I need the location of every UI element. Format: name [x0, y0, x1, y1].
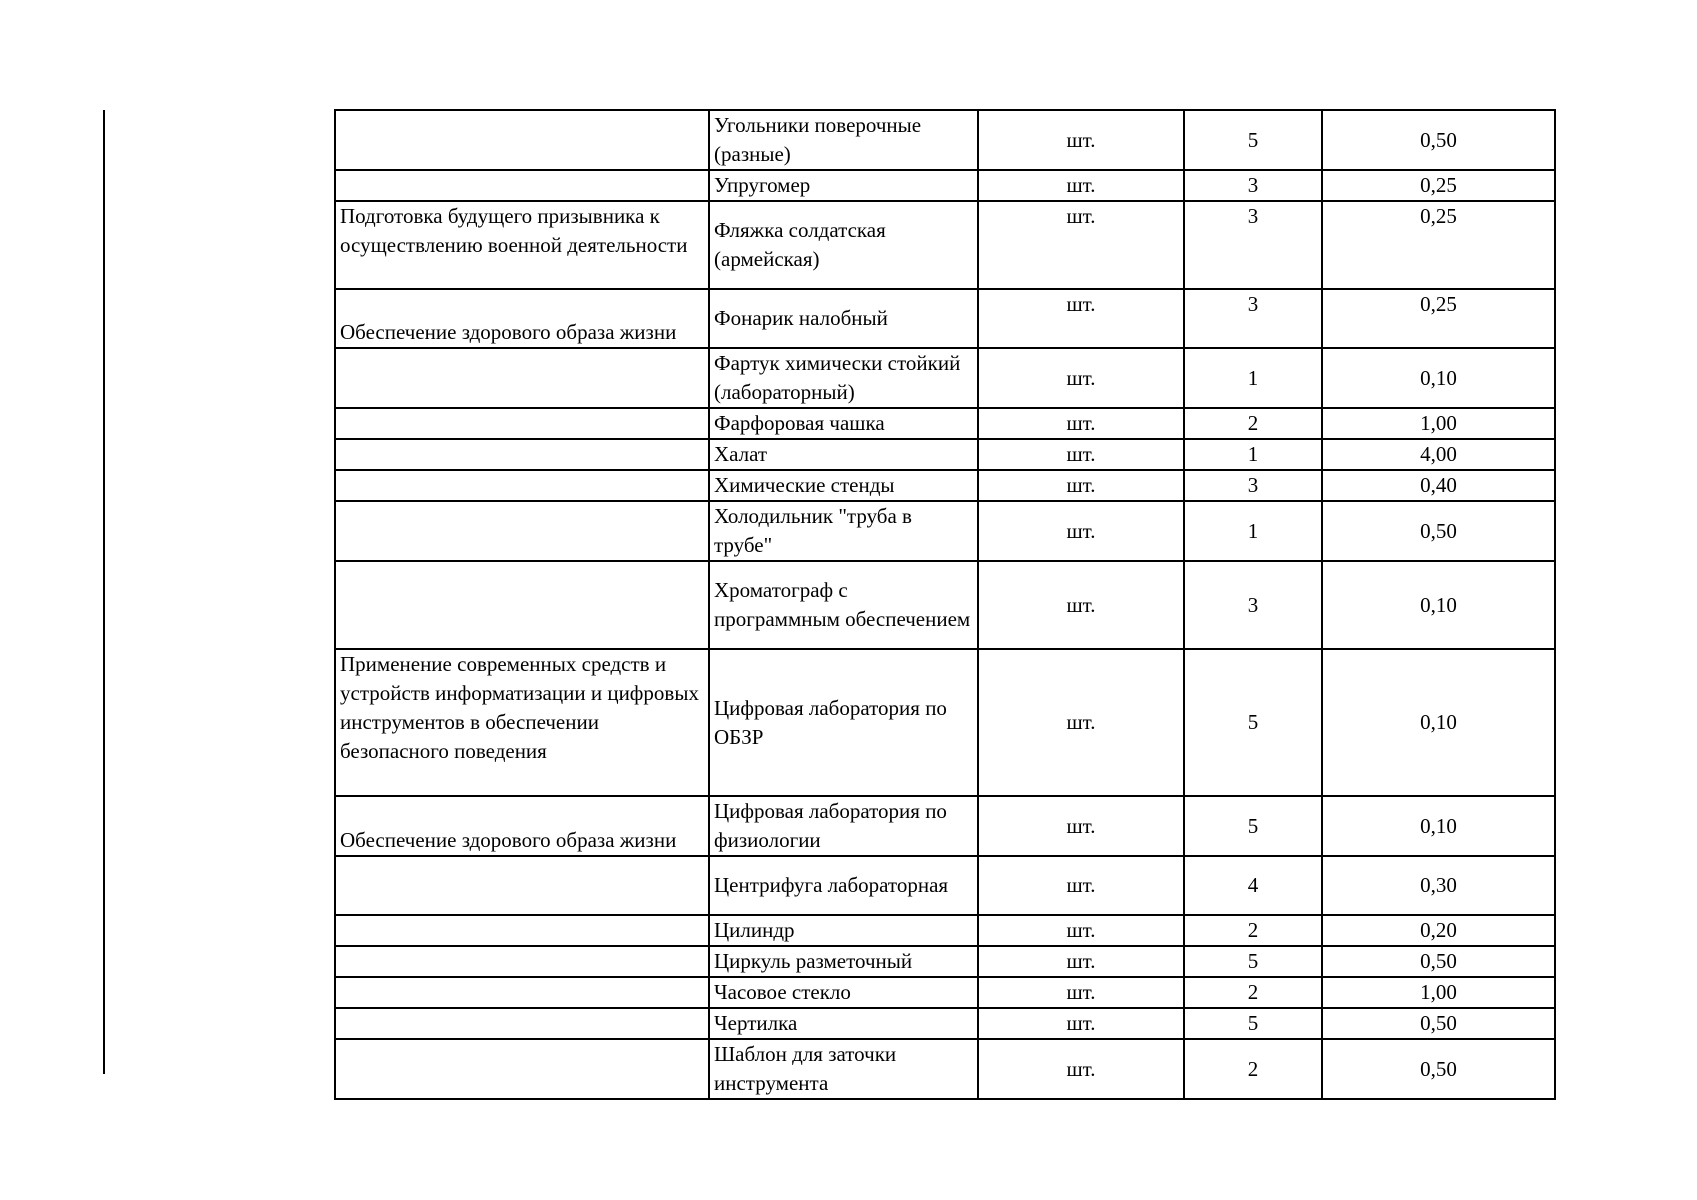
norm-cell: 0,10	[1322, 561, 1555, 649]
item-cell: Фартук химически стойкий (лабораторный)	[709, 348, 978, 408]
item-cell: Холодильник "труба в трубе"	[709, 501, 978, 561]
quantity-cell: 5	[1184, 946, 1322, 977]
table-row	[335, 561, 1555, 649]
area-cell: Применение современных средств и устройств информатизации и цифровых инструментов в обеспечении безопасного поведения	[335, 649, 709, 796]
quantity-cell: 2	[1184, 1039, 1322, 1099]
norm-cell: 0,50	[1322, 1039, 1555, 1099]
unit-cell: шт.	[978, 856, 1184, 915]
unit-cell: шт.	[978, 170, 1184, 201]
quantity-cell: 2	[1184, 977, 1322, 1008]
unit-cell: шт.	[978, 201, 1184, 289]
unit-cell: шт.	[978, 1008, 1184, 1039]
unit-cell: шт.	[978, 470, 1184, 501]
quantity-cell: 3	[1184, 170, 1322, 201]
area-cell	[335, 470, 709, 501]
norm-cell: 0,25	[1322, 170, 1555, 201]
item-cell: Цифровая лаборатория по ОБЗР	[709, 649, 978, 796]
area-cell	[335, 1008, 709, 1039]
table-row	[335, 915, 1555, 946]
norm-cell: 0,25	[1322, 201, 1555, 289]
area-cell: Обеспечение здорового образа жизни	[335, 289, 709, 348]
table-row	[335, 796, 1555, 856]
quantity-cell: 5	[1184, 649, 1322, 796]
item-cell: Чертилка	[709, 1008, 978, 1039]
quantity-cell: 3	[1184, 470, 1322, 501]
quantity-cell: 3	[1184, 289, 1322, 348]
unit-cell: шт.	[978, 915, 1184, 946]
area-cell	[335, 439, 709, 470]
table-row	[335, 110, 1555, 170]
unit-cell: шт.	[978, 501, 1184, 561]
norm-cell: 0,30	[1322, 856, 1555, 915]
table-row	[335, 1039, 1555, 1099]
area-cell	[335, 915, 709, 946]
quantity-cell: 5	[1184, 1008, 1322, 1039]
norm-cell: 1,00	[1322, 408, 1555, 439]
table-row	[335, 170, 1555, 201]
norm-cell: 0,50	[1322, 1008, 1555, 1039]
item-cell: Угольники поверочные (разные)	[709, 110, 978, 170]
norm-cell: 0,25	[1322, 289, 1555, 348]
area-cell	[335, 170, 709, 201]
table-row	[335, 408, 1555, 439]
area-cell	[335, 946, 709, 977]
unit-cell: шт.	[978, 289, 1184, 348]
unit-cell: шт.	[978, 110, 1184, 170]
item-cell: Фарфоровая чашка	[709, 408, 978, 439]
table-row	[335, 289, 1555, 348]
quantity-cell: 1	[1184, 439, 1322, 470]
area-cell: Подготовка будущего призывника к осуществлению военной деятельности	[335, 201, 709, 289]
area-cell	[335, 1039, 709, 1099]
item-cell: Химические стенды	[709, 470, 978, 501]
quantity-cell: 1	[1184, 348, 1322, 408]
unit-cell: шт.	[978, 946, 1184, 977]
norm-cell: 0,10	[1322, 649, 1555, 796]
table-row	[335, 946, 1555, 977]
quantity-cell: 3	[1184, 201, 1322, 289]
unit-cell: шт.	[978, 1039, 1184, 1099]
unit-cell: шт.	[978, 649, 1184, 796]
norm-cell: 0,50	[1322, 110, 1555, 170]
item-cell: Халат	[709, 439, 978, 470]
unit-cell: шт.	[978, 977, 1184, 1008]
area-cell	[335, 348, 709, 408]
unit-cell: шт.	[978, 408, 1184, 439]
item-cell: Цилиндр	[709, 915, 978, 946]
quantity-cell: 5	[1184, 796, 1322, 856]
norm-cell: 1,00	[1322, 977, 1555, 1008]
quantity-cell: 4	[1184, 856, 1322, 915]
table-row	[335, 439, 1555, 470]
table-row	[335, 201, 1555, 289]
area-cell	[335, 408, 709, 439]
unit-cell: шт.	[978, 439, 1184, 470]
area-cell: Обеспечение здорового образа жизни	[335, 796, 709, 856]
item-cell: Фляжка солдатская (армейская)	[709, 201, 978, 289]
area-cell	[335, 856, 709, 915]
table-row	[335, 1008, 1555, 1039]
quantity-cell: 3	[1184, 561, 1322, 649]
item-cell: Фонарик налобный	[709, 289, 978, 348]
item-cell: Центрифуга лабораторная	[709, 856, 978, 915]
norm-cell: 0,50	[1322, 946, 1555, 977]
item-cell: Цифровая лаборатория по физиологии	[709, 796, 978, 856]
item-cell: Хроматограф с программным обеспечением	[709, 561, 978, 649]
unit-cell: шт.	[978, 561, 1184, 649]
area-cell	[335, 501, 709, 561]
table-row	[335, 501, 1555, 561]
item-cell: Часовое стекло	[709, 977, 978, 1008]
unit-cell: шт.	[978, 796, 1184, 856]
norm-cell: 0,40	[1322, 470, 1555, 501]
quantity-cell: 1	[1184, 501, 1322, 561]
table-row	[335, 856, 1555, 915]
norm-cell: 0,50	[1322, 501, 1555, 561]
area-cell	[335, 110, 709, 170]
item-cell: Циркуль разметочный	[709, 946, 978, 977]
item-cell: Шаблон для заточки инструмента	[709, 1039, 978, 1099]
table-row	[335, 348, 1555, 408]
norm-cell: 4,00	[1322, 439, 1555, 470]
equipment-table	[334, 109, 1556, 1100]
norm-cell: 0,20	[1322, 915, 1555, 946]
page-left-rule	[103, 110, 105, 1074]
table-row	[335, 977, 1555, 1008]
table-row	[335, 649, 1555, 796]
item-cell: Упругомер	[709, 170, 978, 201]
quantity-cell: 2	[1184, 408, 1322, 439]
unit-cell: шт.	[978, 348, 1184, 408]
norm-cell: 0,10	[1322, 796, 1555, 856]
table-row	[335, 470, 1555, 501]
area-cell	[335, 561, 709, 649]
norm-cell: 0,10	[1322, 348, 1555, 408]
area-cell	[335, 977, 709, 1008]
quantity-cell: 2	[1184, 915, 1322, 946]
quantity-cell: 5	[1184, 110, 1322, 170]
